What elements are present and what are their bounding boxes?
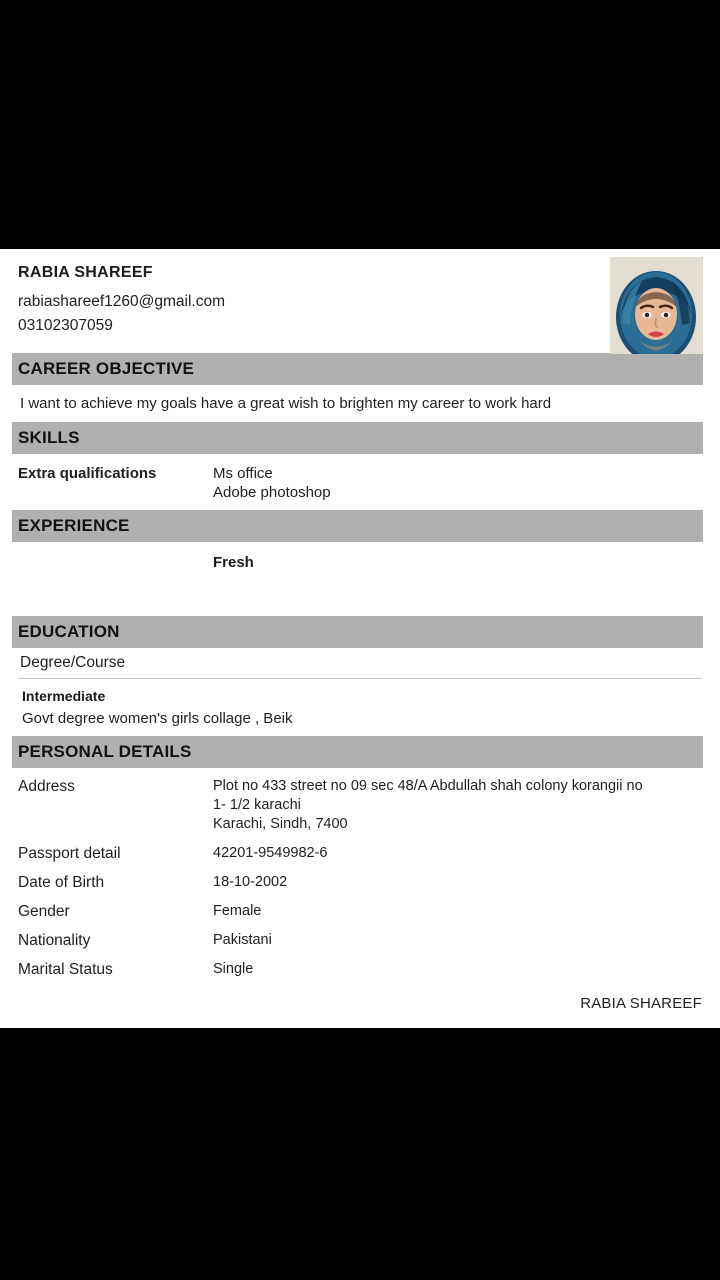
section-title: SKILLS	[18, 428, 80, 447]
letterbox-top	[0, 0, 720, 249]
section-title: EXPERIENCE	[18, 516, 130, 535]
detail-label: Gender	[18, 903, 70, 920]
detail-label: Address	[18, 778, 75, 795]
career-objective-text: I want to achieve my goals have a great wish to brighten my career to work hard	[20, 395, 552, 412]
detail-row	[18, 777, 702, 834]
section-body-skills	[0, 454, 720, 510]
section-title: CAREER OBJECTIVE	[18, 359, 195, 378]
detail-row	[18, 873, 702, 892]
section-body-personal-details	[0, 768, 720, 979]
document-footer: RABIA SHAREEF	[580, 995, 702, 1012]
contact-phone: 03102307059	[18, 317, 113, 334]
section-body-career-objective	[0, 385, 720, 422]
detail-row	[18, 931, 702, 950]
resume-header	[0, 249, 720, 353]
detail-row	[18, 902, 702, 921]
section-header-personal-details	[12, 736, 703, 768]
detail-value-line: Plot no 433 street no 09 sec 48/A Abdullah shah colony korangii no	[213, 778, 643, 794]
portrait-illustration	[610, 257, 703, 354]
education-institute: Govt degree women's girls collage , Beik	[22, 710, 293, 727]
experience-value: Fresh	[213, 554, 254, 571]
section-header-experience	[12, 510, 703, 542]
skill-item: Adobe photoshop	[213, 484, 331, 501]
skills-label: Extra qualifications	[18, 465, 157, 482]
detail-row	[18, 844, 702, 863]
skills-values	[213, 464, 702, 502]
skill-item: Ms office	[213, 465, 273, 482]
education-degree: Intermediate	[22, 688, 106, 704]
section-title: EDUCATION	[18, 622, 120, 641]
detail-row	[18, 960, 702, 979]
detail-value: 42201-9549982-6	[213, 845, 328, 861]
detail-label: Date of Birth	[18, 874, 105, 891]
detail-value: Female	[213, 903, 262, 919]
section-title: PERSONAL DETAILS	[18, 742, 192, 761]
detail-value: Pakistani	[213, 932, 272, 948]
detail-value: 18-10-2002	[213, 874, 288, 890]
detail-value-line: Karachi, Sindh, 7400	[213, 816, 348, 832]
detail-value	[213, 777, 702, 834]
contact-email: rabiashareef1260@gmail.com	[18, 293, 226, 310]
section-header-skills	[12, 422, 703, 454]
section-header-career-objective	[12, 353, 703, 385]
section-header-education	[12, 616, 703, 648]
resume-document	[0, 249, 720, 1028]
detail-value-line: 1- 1/2 karachi	[213, 797, 301, 813]
skills-row	[18, 464, 702, 502]
letterbox-bottom	[0, 1028, 720, 1280]
avatar	[610, 257, 703, 354]
detail-value: Single	[213, 961, 254, 977]
section-body-education	[0, 648, 720, 736]
detail-label: Passport detail	[18, 845, 121, 862]
section-body-experience	[0, 542, 720, 616]
detail-label: Marital Status	[18, 961, 113, 978]
page-title: RABIA SHAREEF	[18, 264, 153, 281]
education-column-header: Degree/Course	[18, 654, 702, 679]
detail-label: Nationality	[18, 932, 91, 949]
